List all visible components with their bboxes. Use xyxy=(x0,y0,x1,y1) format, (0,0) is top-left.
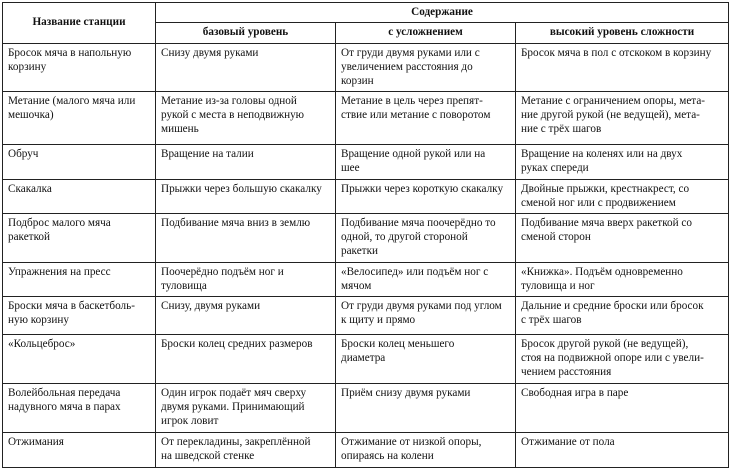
station-cell: Обруч xyxy=(3,145,156,180)
header-station: Название станции xyxy=(3,3,156,44)
high-level-cell: Бросок другой рукой (не ведущей), стоя на подвижной опоре или с увели- чением расстояния xyxy=(516,334,729,383)
high-level-cell: Дальние и средние броски или бросок с трёх шагов xyxy=(516,297,729,335)
table-row xyxy=(3,334,729,383)
table-row xyxy=(3,145,729,180)
complicated-level-cell: От груди двумя руками под углом к щиту и прямо xyxy=(336,297,516,335)
header-content: Содержание xyxy=(156,3,729,23)
high-level-cell: «Книжка». Подъём одновременно туловища и ног xyxy=(516,262,729,297)
station-cell: Волейбольная передача надувного мяча в парах xyxy=(3,383,156,433)
high-level-cell: Метание с ограничением опоры, мета- ние другой рукой (не ведущей), мета- ние с трёх шагов xyxy=(516,92,729,145)
basic-level-cell: Метание из-за головы одной рукой с места в неподвижную мишень xyxy=(156,92,336,145)
complicated-level-cell: От груди двумя руками или с увеличением расстояния до корзин xyxy=(336,43,516,92)
high-level-cell: Бросок мяча в пол с отскоком в корзину xyxy=(516,43,729,92)
basic-level-cell: Один игрок подаёт мяч сверху двумя руками. Принимающий игрок ловит xyxy=(156,383,336,433)
station-cell: Отжимания xyxy=(3,433,156,468)
basic-level-cell: Броски колец средних размеров xyxy=(156,334,336,383)
basic-level-cell: От перекладины, закреплённой на шведской стенке xyxy=(156,433,336,468)
table-row xyxy=(3,297,729,335)
basic-level-cell: Поочерёдно подъём ног и туловища xyxy=(156,262,336,297)
header-high-level: высокий уровень сложности xyxy=(516,23,729,43)
station-cell: Метание (малого мяча или мешочка) xyxy=(3,92,156,145)
high-level-cell: Отжимание от пола xyxy=(516,433,729,468)
station-cell: Броски мяча в баскетболь- ную корзину xyxy=(3,297,156,335)
high-level-cell: Вращение на коленях или на двух руках спереди xyxy=(516,145,729,180)
basic-level-cell: Подбивание мяча вниз в землю xyxy=(156,214,336,263)
basic-level-cell: Вращение на талии xyxy=(156,145,336,180)
high-level-cell: Подбивание мяча вверх ракеткой со сменой сторон xyxy=(516,214,729,263)
complicated-level-cell: Прыжки через короткую скакалку xyxy=(336,179,516,214)
table-row xyxy=(3,92,729,145)
table-row xyxy=(3,214,729,263)
table-row xyxy=(3,43,729,92)
basic-level-cell: Снизу, двумя руками xyxy=(156,297,336,335)
complicated-level-cell: Вращение одной рукой или на шее xyxy=(336,145,516,180)
high-level-cell: Свободная игра в паре xyxy=(516,383,729,433)
station-cell: Подброс малого мяча ракеткой xyxy=(3,214,156,263)
station-cell: «Кольцеброс» xyxy=(3,334,156,383)
high-level-cell: Двойные прыжки, крестнакрест, со сменой ног или с продвижением xyxy=(516,179,729,214)
complicated-level-cell: Метание в цель через препят- ствие или метание с поворотом xyxy=(336,92,516,145)
basic-level-cell: Снизу двумя руками xyxy=(156,43,336,92)
stations-table xyxy=(2,2,729,468)
table-row xyxy=(3,262,729,297)
table-row xyxy=(3,383,729,433)
complicated-level-cell: Отжимание от низкой опоры, опираясь на колени xyxy=(336,433,516,468)
complicated-level-cell: Приём снизу двумя руками xyxy=(336,383,516,433)
header-complicated-level: с усложнением xyxy=(336,23,516,43)
table-row xyxy=(3,179,729,214)
header-basic-level: базовый уровень xyxy=(156,23,336,43)
station-cell: Скакалка xyxy=(3,179,156,214)
complicated-level-cell: Подбивание мяча поочерёдно то одной, то другой стороной ракетки xyxy=(336,214,516,263)
complicated-level-cell: Броски колец меньшего диаметра xyxy=(336,334,516,383)
table-row xyxy=(3,433,729,468)
station-cell: Упражнения на пресс xyxy=(3,262,156,297)
complicated-level-cell: «Велосипед» или подъём ног с мячом xyxy=(336,262,516,297)
basic-level-cell: Прыжки через большую скакалку xyxy=(156,179,336,214)
station-cell: Бросок мяча в напольную корзину xyxy=(3,43,156,92)
